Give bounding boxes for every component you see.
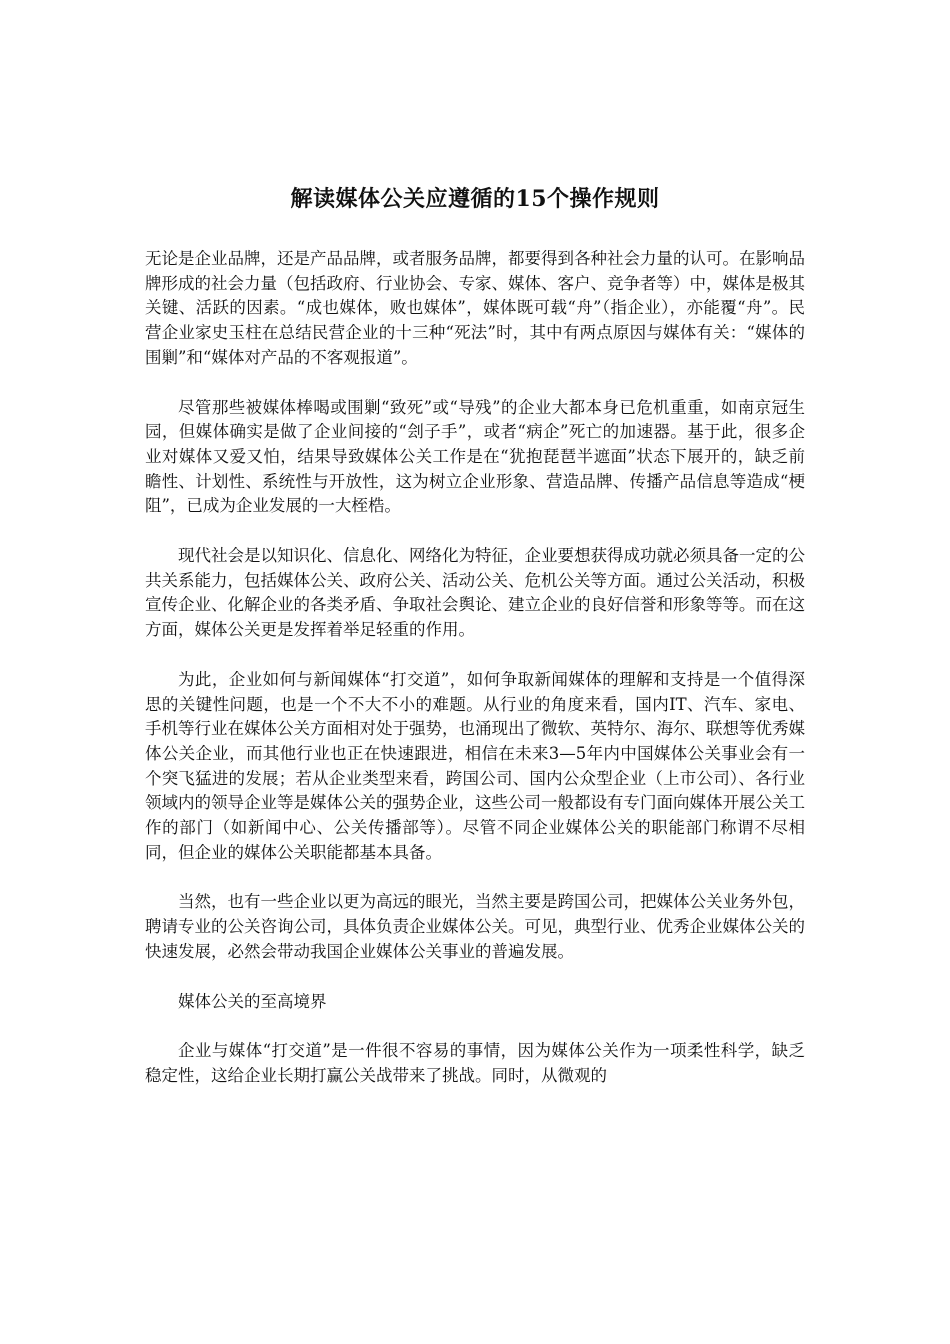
section-heading: 媒体公关的至高境界: [178, 991, 327, 1011]
paragraph-4: 为此，企业如何与新闻媒体“打交道”，如何争取新闻媒体的理解和支持是一个值得深思的关键性问题，也是一个不大不小的难题。从行业的角度来看，国内IT、汽车、家电、手机等行业在媒体公关方面相对处于强势，也涌现出了微软、英特尔、海尔、联想等优秀媒体公关企业，而其他行业也正在快速跟进，相信在未来3—5年内中国媒体公关事业会有一个突飞猛进的发展；若从企业类型来看，跨国公司、国内公众型企业（上市公司）、各行业领域内的领导企业等是媒体公关的强势企业，这些公司一般都设有专门面向媒体开展公关工作的部门（如新闻中心、公关传播部等）。尽管不同企业媒体公关的职能部门称谓不尽相同，但企业的媒体公关职能都基本具备。: [145, 669, 805, 862]
paragraph-6: 企业与媒体“打交道”是一件很不容易的事情，因为媒体公关作为一项柔性科学，缺乏稳定性，这给企业长期打赢公关战带来了挑战。同时，从微观的: [145, 1041, 805, 1085]
paragraph-5: 当然，也有一些企业以更为高远的眼光，当然主要是跨国公司，把媒体公关业务外包，聘请专业的公关咨询公司，具体负责企业媒体公关。可见，典型行业、优秀企业媒体公关的快速发展，必然会带动我国企业媒体公关事业的普遍发展。: [145, 892, 805, 961]
document-title: 解读媒体公关应遵循的15个操作规则: [290, 186, 660, 212]
document-body: [145, 247, 805, 1089]
paragraph-1: 无论是企业品牌，还是产品品牌，或者服务品牌，都要得到各种社会力量的认可。在影响品牌形成的社会力量（包括政府、行业协会、专家、媒体、客户、竞争者等）中，媒体是极其关键、活跃的因素。“成也媒体，败也媒体”，媒体既可载“舟”（指企业），亦能覆“舟”。民营企业家史玉柱在总结民营企业的十三种“死法”时，其中有两点原因与媒体有关：“媒体的围剿”和“媒体对产品的不客观报道”。: [145, 249, 805, 367]
paragraph-3: 现代社会是以知识化、信息化、网络化为特征，企业要想获得成功就必须具备一定的公共关系能力，包括媒体公关、政府公关、活动公关、危机公关等方面。通过公关活动，积极宣传企业、化解企业的各类矛盾、争取社会舆论、建立企业的良好信誉和形象等等。而在这方面，媒体公关更是发挥着举足轻重的作用。: [145, 546, 805, 640]
paragraph-2: 尽管那些被媒体棒喝或围剿“致死”或“导残”的企业大都本身已危机重重，如南京冠生园，但媒体确实是做了企业间接的“刽子手”，或者“病企”死亡的加速器。基于此，很多企业对媒体又爱又怕，结果导致媒体公关工作是在“犹抱琵琶半遮面”状态下展开的，缺乏前瞻性、计划性、系统性与开放性，这为树立企业形象、营造品牌、传播产品信息等造成“梗阻”，已成为企业发展的一大桎梏。: [145, 397, 805, 516]
